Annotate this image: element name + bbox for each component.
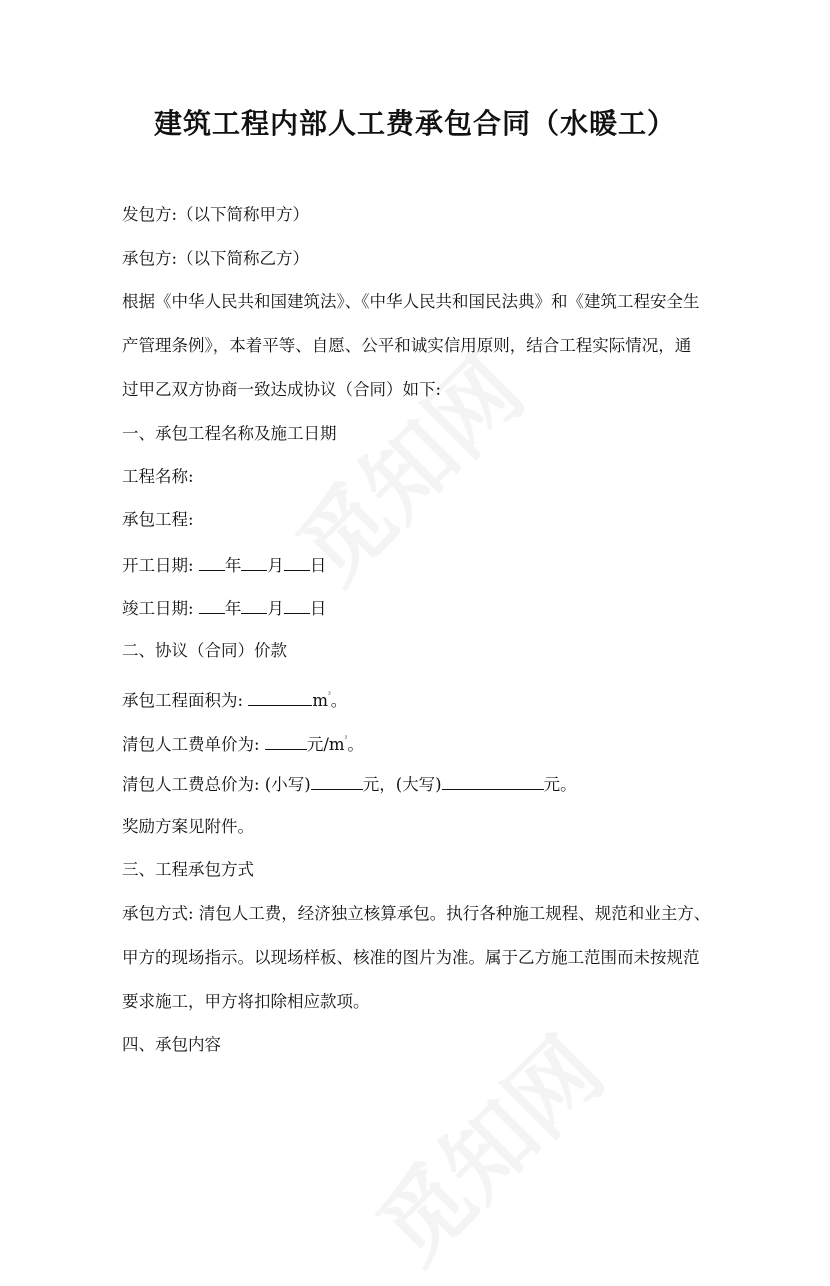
year-label: 年 — [224, 556, 242, 575]
day-label: 日 — [309, 556, 327, 575]
method-line-2: 甲方的现场指示。以现场样板、核准的图片为准。属于乙方施工范围而未按规范 — [122, 948, 700, 967]
unit-price-line — [122, 727, 364, 757]
square-sup: ² — [344, 735, 348, 743]
unit-price-blank — [265, 731, 307, 750]
section-3-heading: 三、工程承包方式 — [122, 860, 254, 879]
day-blank — [284, 552, 310, 571]
total-lowercase-blank — [311, 771, 363, 790]
month-blank — [241, 595, 267, 614]
year-label: 年 — [224, 599, 242, 618]
completion-date-line — [122, 595, 326, 621]
period: 。 — [347, 735, 364, 754]
total-mid: 元，(大写) — [362, 775, 442, 794]
total-price-line — [122, 771, 577, 797]
area-line — [122, 683, 347, 713]
area-unit: m — [312, 691, 328, 710]
day-blank — [284, 595, 310, 614]
reward-line: 奖励方案见附件。 — [122, 817, 254, 836]
method-line-1: 承包方式: 清包人工费，经济独立核算承包。执行各种施工规程、规范和业主方、 — [122, 904, 711, 923]
section-4-heading: 四、承包内容 — [122, 1035, 221, 1054]
party-a-line: 发包方:（以下简称甲方） — [122, 205, 310, 224]
year-blank — [199, 595, 225, 614]
square-sup: ² — [327, 691, 331, 699]
party-b-line: 承包方:（以下简称乙方） — [122, 249, 310, 268]
section-2-heading: 二、协议（合同）价款 — [122, 641, 287, 660]
completion-date-label: 竣工日期: — [122, 599, 194, 618]
project-name-line: 工程名称: — [122, 467, 194, 486]
preamble-line-3: 过甲乙双方协商一致达成协议（合同）如下: — [122, 380, 442, 399]
watermark — [344, 1004, 627, 1286]
document-title: 建筑工程内部人工费承包合同（水暖工） — [153, 107, 676, 140]
start-date-label: 开工日期: — [122, 556, 194, 575]
unit-price-label: 清包人工费单价为: — [122, 735, 260, 754]
day-label: 日 — [309, 599, 327, 618]
section-1-heading: 一、承包工程名称及施工日期 — [122, 424, 337, 443]
total-price-label: 清包人工费总价为: (小写) — [122, 775, 311, 794]
month-label: 月 — [267, 599, 284, 618]
contract-project-line: 承包工程: — [122, 510, 194, 529]
unit-price-unit: 元/m — [306, 735, 345, 754]
preamble-line-2: 产管理条例》，本着平等、自愿、公平和诚实信用原则，结合工程实际情况，通 — [122, 336, 692, 355]
preamble-line-1: 根据《中华人民共和国建筑法》、《中华人民共和国民法典》和《建筑工程安全生 — [122, 292, 700, 311]
start-date-line — [122, 552, 326, 578]
total-end: 元。 — [543, 775, 577, 794]
period: 。 — [330, 691, 348, 710]
month-label: 月 — [267, 556, 284, 575]
total-uppercase-blank — [442, 771, 544, 790]
method-line-3: 要求施工，甲方将扣除相应款项。 — [122, 992, 370, 1011]
year-blank — [199, 552, 225, 571]
area-blank — [248, 687, 312, 706]
area-label: 承包工程面积为: — [122, 691, 244, 710]
month-blank — [241, 552, 267, 571]
